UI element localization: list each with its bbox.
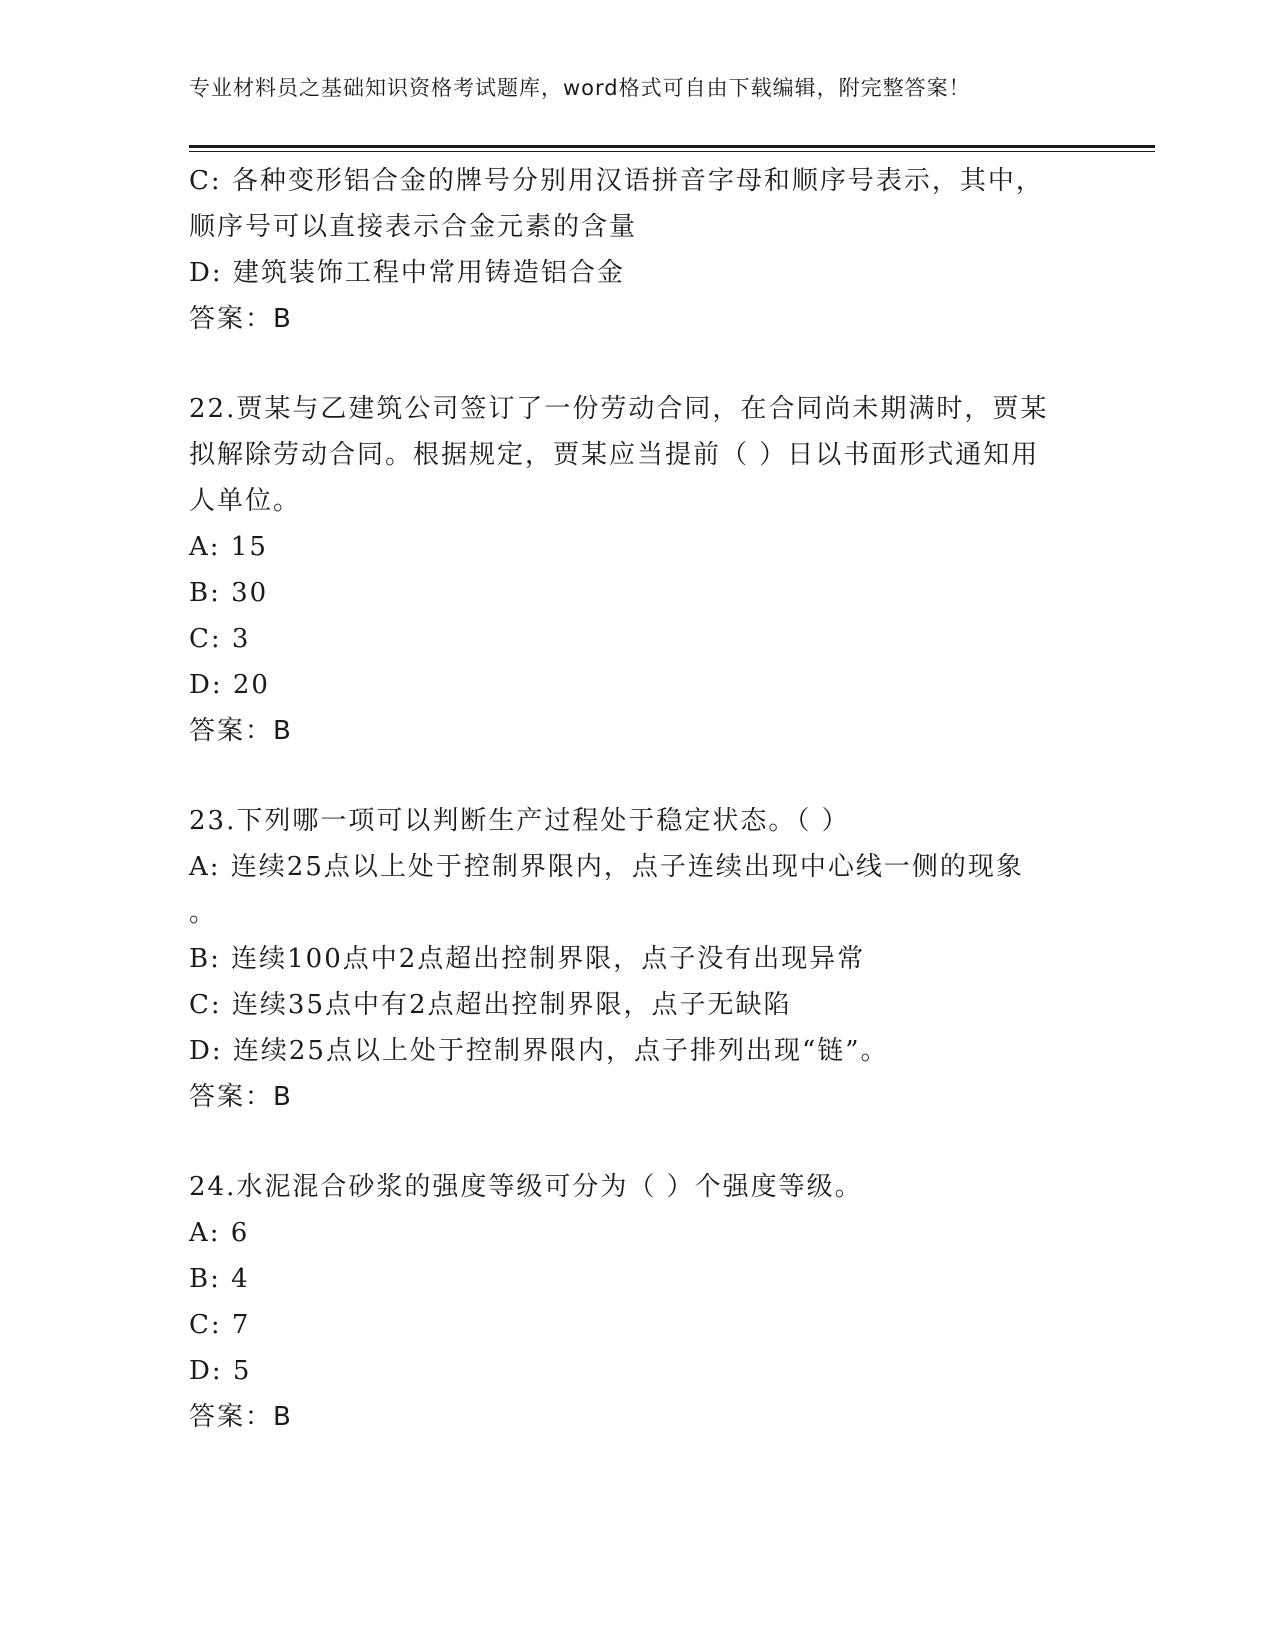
option-d: D: 5 xyxy=(189,1356,252,1386)
option-a-continuation: 。 xyxy=(189,898,218,928)
answer: 答案：B xyxy=(189,304,293,334)
header-divider-thin xyxy=(189,151,1155,152)
option-c: C: 连续35点中有2点超出控制界限，点子无缺陷 xyxy=(189,990,792,1020)
header-divider-thick xyxy=(189,145,1155,148)
option-c-line-2: 顺序号可以直接表示合金元素的含量 xyxy=(189,212,638,242)
option-c: C: 7 xyxy=(189,1310,251,1340)
question-stem-line: 24.水泥混合砂浆的强度等级可分为（ ）个强度等级。 xyxy=(189,1172,863,1202)
question-24 xyxy=(189,1164,1089,1440)
question-stem-line: 拟解除劳动合同。根据规定，贾某应当提前（ ）日以书面形式通知用 xyxy=(189,440,1040,470)
question-stem-line: 22.贾某与乙建筑公司签订了一份劳动合同，在合同尚未期满时，贾某 xyxy=(189,394,1049,424)
question-stem-line: 人单位。 xyxy=(189,486,302,516)
continued-question xyxy=(189,158,1089,342)
option-a: A: 连续25点以上处于控制界限内，点子连续出现中心线一侧的现象 xyxy=(189,852,1024,882)
option-b: B: 30 xyxy=(189,578,269,608)
option-d: D: 建筑装饰工程中常用铸造铝合金 xyxy=(189,258,625,288)
spacer xyxy=(189,342,1089,386)
answer: 答案：B xyxy=(189,1402,293,1432)
option-a: A: 6 xyxy=(189,1218,250,1248)
option-b: B: 4 xyxy=(189,1264,250,1294)
option-a: A: 15 xyxy=(189,532,268,562)
option-b: B: 连续100点中2点超出控制界限，点子没有出现异常 xyxy=(189,944,866,974)
answer: 答案：B xyxy=(189,716,293,746)
page-header: 专业材料员之基础知识资格考试题库，word格式可自由下载编辑，附完整答案！ xyxy=(189,76,971,100)
question-22 xyxy=(189,386,1089,754)
option-c: C: 3 xyxy=(189,624,251,654)
answer: 答案：B xyxy=(189,1082,293,1112)
spacer xyxy=(189,1120,1089,1164)
option-d: D: 20 xyxy=(189,670,270,700)
question-content xyxy=(189,158,1089,1440)
question-23 xyxy=(189,798,1089,1120)
option-c-line-1: C: 各种变形铝合金的牌号分别用汉语拼音字母和顺序号表示，其中， xyxy=(189,166,1044,196)
question-stem-line: 23.下列哪一项可以判断生产过程处于稳定状态。（ ） xyxy=(189,806,850,836)
option-d: D: 连续25点以上处于控制界限内，点子排列出现“链”。 xyxy=(189,1036,889,1066)
spacer xyxy=(189,754,1089,798)
